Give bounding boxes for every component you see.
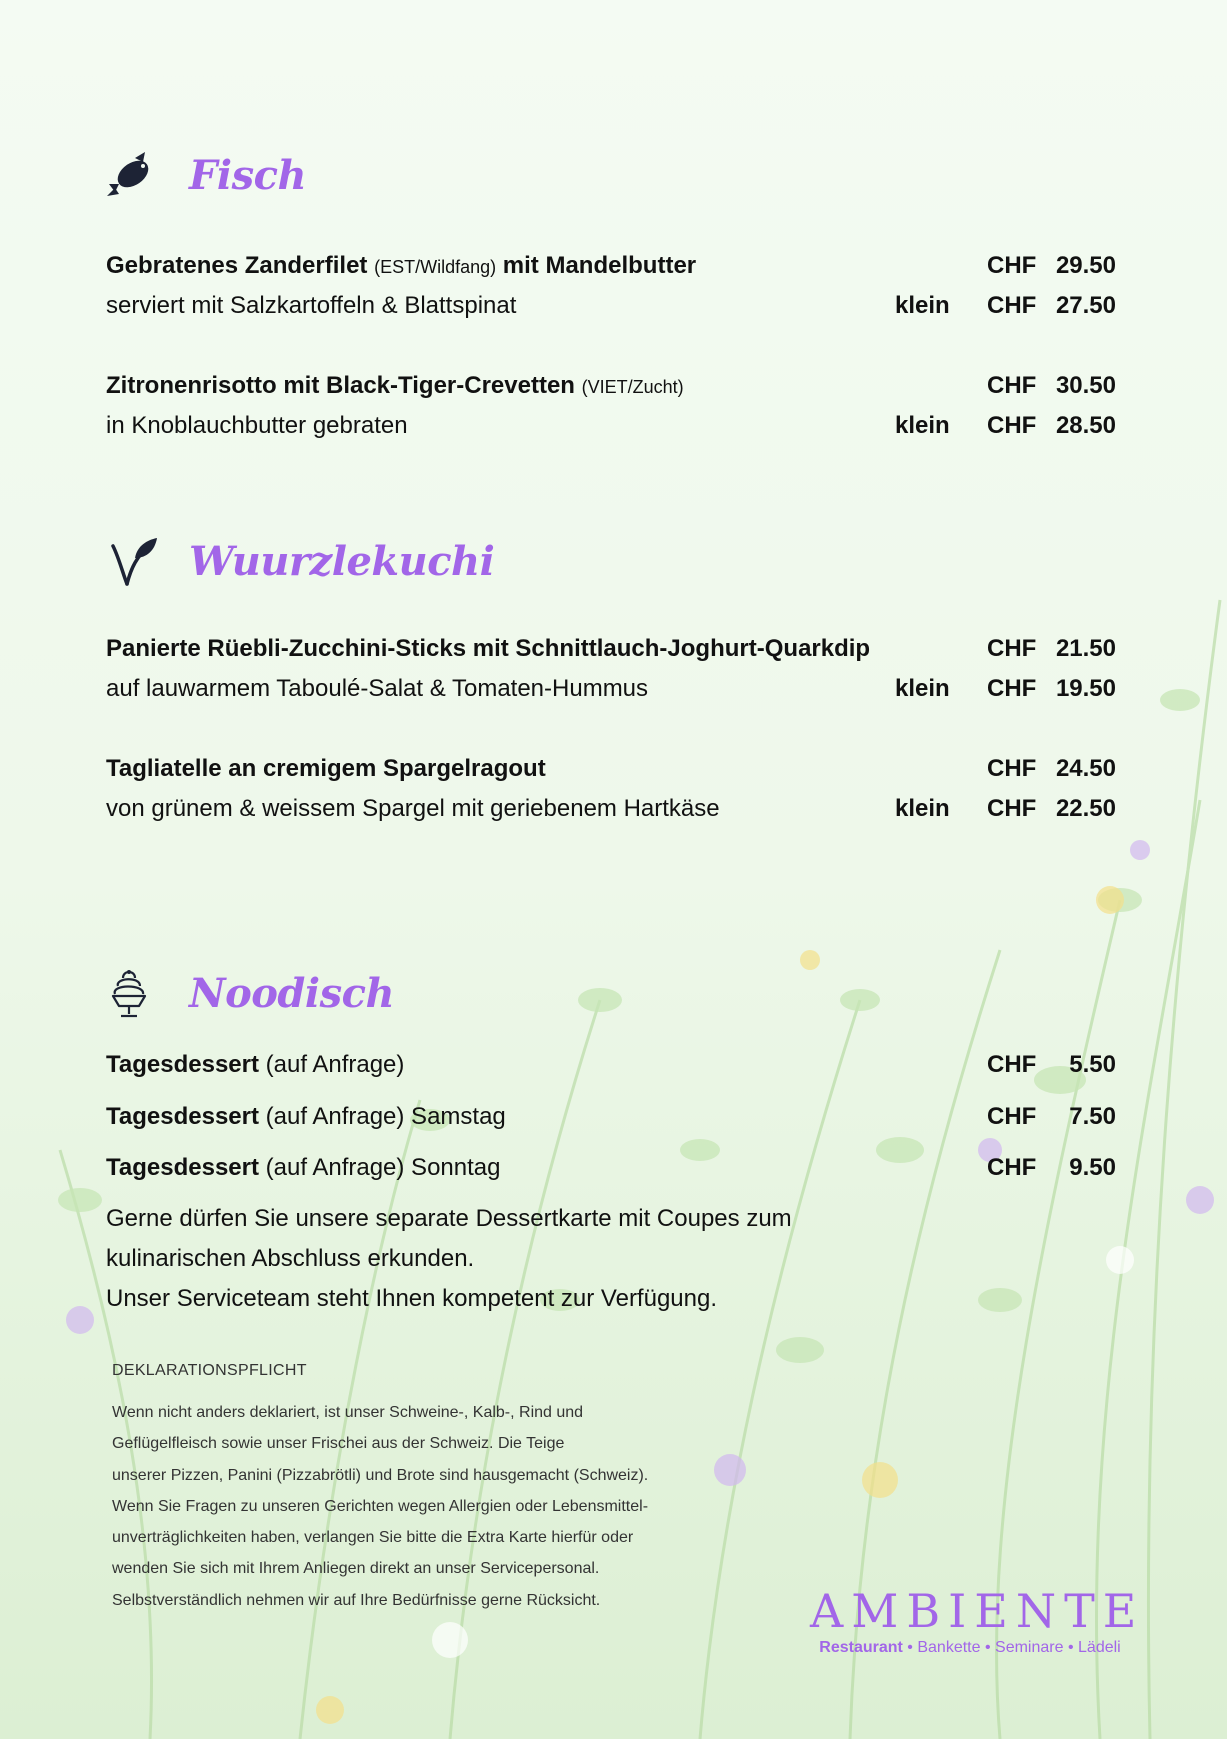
brand-name: AMBIENTE — [810, 1584, 1145, 1638]
price: 21.50 — [1055, 635, 1116, 662]
brand-tag: Bankette — [917, 1639, 981, 1656]
brand-logo — [810, 1584, 1145, 1657]
currency: CHF — [987, 1103, 1037, 1130]
dish-description: von grünem & weissem Spargel mit geriebenem Hartkäse — [106, 795, 720, 822]
dish-name: Tagliatelle an cremigem Spargelragout — [106, 755, 546, 782]
declaration-line: wenden Sie sich mit Ihrem Anliegen direkt an unser Servicepersonal. — [112, 1560, 600, 1578]
dessert-name: Tagesdessert — [106, 1154, 259, 1181]
dessert-suffix: (auf Anfrage) Samstag — [265, 1103, 506, 1130]
dessert-row — [106, 1045, 1116, 1085]
price: 29.50 — [1055, 252, 1116, 279]
declaration-line: Wenn Sie Fragen zu unseren Gerichten wegen Allergien oder Lebensmittel- — [112, 1497, 649, 1515]
small-portion-label: klein — [895, 292, 950, 319]
note-line: kulinarischen Abschluss erkunden. — [106, 1245, 475, 1272]
section-title: Wuurzlekuchi — [189, 538, 495, 585]
note-line: Unser Serviceteam steht Ihnen kompetent zur Verfügung. — [106, 1285, 718, 1312]
small-price: 27.50 — [1055, 292, 1116, 319]
dish-origin: (EST/Wildfang) — [374, 257, 497, 277]
currency: CHF — [987, 635, 1037, 662]
dish-name: Zitronenrisotto mit Black-Tiger-Crevetten — [106, 372, 575, 399]
small-price: 19.50 — [1055, 675, 1116, 702]
dessert-row — [106, 1148, 1116, 1188]
brand-tagline — [810, 1639, 1130, 1657]
currency: CHF — [987, 372, 1037, 399]
price: 5.50 — [1069, 1051, 1116, 1078]
ice-cream-sundae-icon — [105, 966, 161, 1022]
menu-item-name-row — [106, 749, 1116, 789]
menu-item-description-row — [106, 286, 1116, 326]
menu-item-description-row — [106, 789, 1116, 829]
dessert-row — [106, 1097, 1116, 1137]
currency: CHF — [987, 292, 1037, 319]
dish-description: serviert mit Salzkartoffeln & Blattspinat — [106, 292, 517, 319]
dish-name: Panierte Rüebli-Zucchini-Sticks mit Schnittlauch-Joghurt-Quarkdip — [106, 635, 871, 662]
small-portion-label: klein — [895, 795, 950, 822]
dish-origin: (VIET/Zucht) — [581, 377, 684, 397]
currency: CHF — [987, 412, 1037, 439]
menu-item-name-row — [106, 246, 1116, 286]
brand-tag: Seminare — [995, 1639, 1064, 1656]
dish-name: Gebratenes Zanderfilet — [106, 252, 368, 279]
declaration-title: DEKLARATIONSPFLICHT — [112, 1362, 307, 1379]
currency: CHF — [987, 1154, 1037, 1181]
small-portion-label: klein — [895, 675, 950, 702]
dessert-suffix: (auf Anfrage) — [265, 1051, 405, 1078]
price: 9.50 — [1069, 1154, 1116, 1181]
small-price: 22.50 — [1055, 795, 1116, 822]
small-price: 28.50 — [1055, 412, 1116, 439]
section-title: Fisch — [189, 152, 307, 199]
brand-separator: • — [1067, 1639, 1074, 1656]
note-line: Gerne dürfen Sie unsere separate Dessertkarte mit Coupes zum — [106, 1205, 792, 1232]
price: 30.50 — [1055, 372, 1116, 399]
brand-separator: • — [907, 1639, 913, 1656]
dish-description: auf lauwarmem Taboulé-Salat & Tomaten-Hummus — [106, 675, 649, 702]
currency: CHF — [987, 1051, 1037, 1078]
declaration-text — [112, 1397, 702, 1616]
dessert-suffix: (auf Anfrage) Sonntag — [265, 1154, 501, 1181]
brand-tag: Lädeli — [1078, 1639, 1121, 1656]
dessert-name: Tagesdessert — [106, 1051, 259, 1078]
currency: CHF — [987, 675, 1037, 702]
brand-tag: Restaurant — [819, 1639, 903, 1656]
declaration-line: Wenn nicht anders deklariert, ist unser Schweine-, Kalb-, Rind und — [112, 1404, 584, 1421]
leaf-icon — [105, 534, 161, 590]
small-portion-label: klein — [895, 412, 950, 439]
dessert-name: Tagesdessert — [106, 1103, 259, 1130]
dessert-note — [106, 1199, 792, 1319]
menu-item-name-row — [106, 629, 1116, 669]
currency: CHF — [987, 795, 1037, 822]
currency: CHF — [987, 755, 1037, 782]
currency: CHF — [987, 252, 1037, 279]
dish-description: in Knoblauchbutter gebraten — [106, 412, 408, 439]
declaration-line: unverträglichkeiten haben, verlangen Sie bitte die Extra Karte hierfür oder — [112, 1529, 634, 1547]
section-title: Noodisch — [189, 970, 395, 1017]
price: 24.50 — [1055, 755, 1116, 782]
declaration-line: Geflügelfleisch sowie unser Frischei aus der Schweiz. Die Teige — [112, 1435, 565, 1453]
menu-item-name-row — [106, 366, 1116, 406]
menu-item-description-row — [106, 406, 1116, 446]
price: 7.50 — [1069, 1103, 1116, 1130]
menu-item-description-row — [106, 669, 1116, 709]
brand-separator: • — [984, 1639, 991, 1656]
declaration-line: Selbstverständlich nehmen wir auf Ihre Bedürfnisse gerne Rücksicht. — [112, 1591, 601, 1609]
fish-icon — [105, 148, 161, 204]
dish-name-suffix: mit Mandelbutter — [502, 252, 697, 279]
declaration-line: unserer Pizzen, Panini (Pizzabrötli) und Brote sind hausgemacht (Schweiz). — [112, 1466, 649, 1484]
